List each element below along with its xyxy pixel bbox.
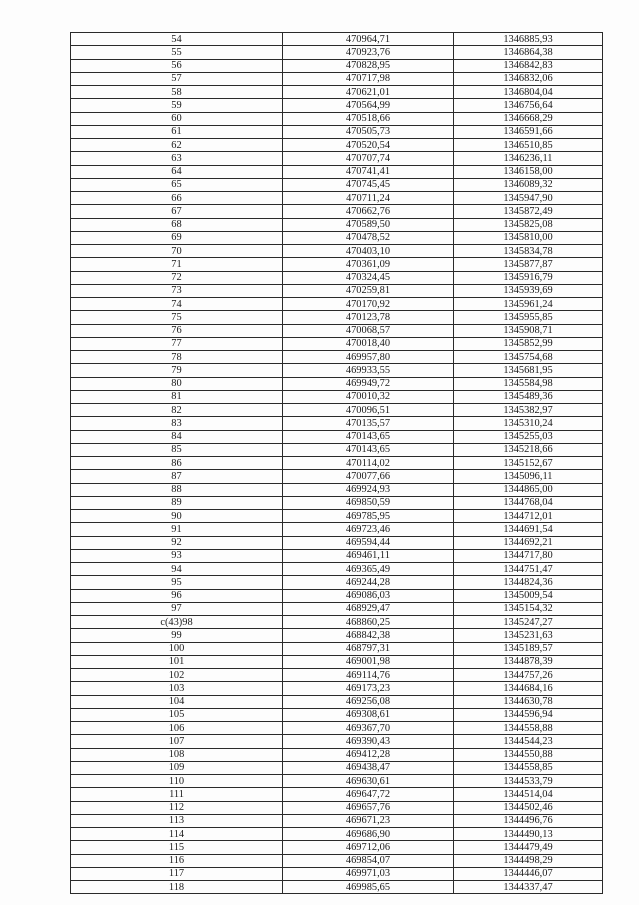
y-coordinate-cell: 1345231,63 xyxy=(454,629,603,642)
x-coordinate-cell: 469001,98 xyxy=(283,655,454,668)
table-row xyxy=(71,139,603,152)
table-row xyxy=(71,576,603,589)
x-coordinate-cell: 469412,28 xyxy=(283,748,454,761)
point-number-cell: 55 xyxy=(71,46,283,59)
x-coordinate-cell: 470741,41 xyxy=(283,165,454,178)
point-number-cell: 57 xyxy=(71,72,283,85)
point-number-cell: 74 xyxy=(71,298,283,311)
y-coordinate-cell: 1345382,97 xyxy=(454,404,603,417)
point-number-cell: 78 xyxy=(71,351,283,364)
table-row xyxy=(71,99,603,112)
y-coordinate-cell: 1344337,47 xyxy=(454,881,603,894)
x-coordinate-cell: 469367,70 xyxy=(283,722,454,735)
table-row xyxy=(71,404,603,417)
x-coordinate-cell: 470403,10 xyxy=(283,245,454,258)
table-row xyxy=(71,86,603,99)
x-coordinate-cell: 470564,99 xyxy=(283,99,454,112)
y-coordinate-cell: 1344712,01 xyxy=(454,510,603,523)
point-number-cell: 107 xyxy=(71,735,283,748)
y-coordinate-cell: 1344768,04 xyxy=(454,496,603,509)
y-coordinate-cell: 1344502,46 xyxy=(454,801,603,814)
y-coordinate-cell: 1346510,85 xyxy=(454,139,603,152)
table-row xyxy=(71,178,603,191)
table-row xyxy=(71,258,603,271)
point-number-cell: 99 xyxy=(71,629,283,642)
table-row xyxy=(71,669,603,682)
y-coordinate-cell: 1344824,36 xyxy=(454,576,603,589)
x-coordinate-cell: 469244,28 xyxy=(283,576,454,589)
y-coordinate-cell: 1344691,54 xyxy=(454,523,603,536)
point-number-cell: 88 xyxy=(71,483,283,496)
y-coordinate-cell: 1344717,80 xyxy=(454,549,603,562)
y-coordinate-cell: 1345961,24 xyxy=(454,298,603,311)
point-number-cell: 101 xyxy=(71,655,283,668)
y-coordinate-cell: 1346756,64 xyxy=(454,99,603,112)
point-number-cell: 69 xyxy=(71,231,283,244)
x-coordinate-cell: 470170,92 xyxy=(283,298,454,311)
table-row xyxy=(71,351,603,364)
x-coordinate-cell: 469647,72 xyxy=(283,788,454,801)
y-coordinate-cell: 1345189,57 xyxy=(454,642,603,655)
x-coordinate-cell: 469461,11 xyxy=(283,549,454,562)
point-number-cell: 81 xyxy=(71,390,283,403)
point-number-cell: 108 xyxy=(71,748,283,761)
x-coordinate-cell: 470096,51 xyxy=(283,404,454,417)
x-coordinate-cell: 469850,59 xyxy=(283,496,454,509)
x-coordinate-cell: 470077,66 xyxy=(283,470,454,483)
y-coordinate-cell: 1344692,21 xyxy=(454,536,603,549)
point-number-cell: 85 xyxy=(71,443,283,456)
point-number-cell: 89 xyxy=(71,496,283,509)
point-number-cell: 84 xyxy=(71,430,283,443)
y-coordinate-cell: 1345489,36 xyxy=(454,390,603,403)
table-row xyxy=(71,881,603,894)
table-row xyxy=(71,337,603,350)
point-number-cell: 103 xyxy=(71,682,283,695)
y-coordinate-cell: 1346864,38 xyxy=(454,46,603,59)
point-number-cell: 67 xyxy=(71,205,283,218)
table-row xyxy=(71,205,603,218)
table-row xyxy=(71,152,603,165)
point-number-cell: 94 xyxy=(71,563,283,576)
table-row xyxy=(71,761,603,774)
x-coordinate-cell: 469256,08 xyxy=(283,695,454,708)
x-coordinate-cell: 469438,47 xyxy=(283,761,454,774)
y-coordinate-cell: 1345872,49 xyxy=(454,205,603,218)
x-coordinate-cell: 470589,50 xyxy=(283,218,454,231)
table-row xyxy=(71,602,603,615)
x-coordinate-cell: 470361,09 xyxy=(283,258,454,271)
x-coordinate-cell: 470259,81 xyxy=(283,284,454,297)
x-coordinate-cell: 470518,66 xyxy=(283,112,454,125)
point-number-cell: 56 xyxy=(71,59,283,72)
y-coordinate-cell: 1345754,68 xyxy=(454,351,603,364)
point-number-cell: 109 xyxy=(71,761,283,774)
point-number-cell: 115 xyxy=(71,841,283,854)
point-number-cell: 65 xyxy=(71,178,283,191)
table-row xyxy=(71,470,603,483)
table-row xyxy=(71,231,603,244)
table-row xyxy=(71,496,603,509)
x-coordinate-cell: 470621,01 xyxy=(283,86,454,99)
y-coordinate-cell: 1344558,88 xyxy=(454,722,603,735)
y-coordinate-cell: 1346236,11 xyxy=(454,152,603,165)
x-coordinate-cell: 470135,57 xyxy=(283,417,454,430)
point-number-cell: 68 xyxy=(71,218,283,231)
point-number-cell: 66 xyxy=(71,192,283,205)
y-coordinate-cell: 1344446,07 xyxy=(454,867,603,880)
x-coordinate-cell: 470707,74 xyxy=(283,152,454,165)
y-coordinate-cell: 1345096,11 xyxy=(454,470,603,483)
x-coordinate-cell: 470964,71 xyxy=(283,33,454,46)
y-coordinate-cell: 1345852,99 xyxy=(454,337,603,350)
table-row xyxy=(71,165,603,178)
table-row xyxy=(71,682,603,695)
y-coordinate-cell: 1346885,93 xyxy=(454,33,603,46)
table-row xyxy=(71,112,603,125)
y-coordinate-cell: 1344865,00 xyxy=(454,483,603,496)
y-coordinate-cell: 1346804,04 xyxy=(454,86,603,99)
point-number-cell: 116 xyxy=(71,854,283,867)
x-coordinate-cell: 470711,24 xyxy=(283,192,454,205)
x-coordinate-cell: 470717,98 xyxy=(283,72,454,85)
point-number-cell: 62 xyxy=(71,139,283,152)
point-number-cell: 76 xyxy=(71,324,283,337)
x-coordinate-cell: 469173,23 xyxy=(283,682,454,695)
y-coordinate-cell: 1344479,49 xyxy=(454,841,603,854)
point-number-cell: 93 xyxy=(71,549,283,562)
y-coordinate-cell: 1344558,85 xyxy=(454,761,603,774)
y-coordinate-cell: 1346158,00 xyxy=(454,165,603,178)
table-row xyxy=(71,854,603,867)
table-row xyxy=(71,616,603,629)
point-number-cell: 64 xyxy=(71,165,283,178)
y-coordinate-cell: 1344757,26 xyxy=(454,669,603,682)
y-coordinate-cell: 1345218,66 xyxy=(454,443,603,456)
x-coordinate-cell: 470114,02 xyxy=(283,457,454,470)
table-row xyxy=(71,549,603,562)
table-row xyxy=(71,629,603,642)
table-row xyxy=(71,218,603,231)
x-coordinate-cell: 469594,44 xyxy=(283,536,454,549)
x-coordinate-cell: 469949,72 xyxy=(283,377,454,390)
point-number-cell: 82 xyxy=(71,404,283,417)
point-number-cell: 112 xyxy=(71,801,283,814)
point-number-cell: 104 xyxy=(71,695,283,708)
point-number-cell: 102 xyxy=(71,669,283,682)
table-row xyxy=(71,695,603,708)
point-number-cell: 106 xyxy=(71,722,283,735)
point-number-cell: 72 xyxy=(71,271,283,284)
point-number-cell: 113 xyxy=(71,814,283,827)
point-number-cell: 58 xyxy=(71,86,283,99)
table-row xyxy=(71,483,603,496)
y-coordinate-cell: 1345247,27 xyxy=(454,616,603,629)
coordinates-table-body xyxy=(71,33,603,894)
point-number-cell: 95 xyxy=(71,576,283,589)
point-number-cell: 117 xyxy=(71,867,283,880)
point-number-cell: 63 xyxy=(71,152,283,165)
point-number-cell: 61 xyxy=(71,125,283,138)
point-number-cell: 83 xyxy=(71,417,283,430)
table-row xyxy=(71,443,603,456)
table-row xyxy=(71,841,603,854)
y-coordinate-cell: 1344596,94 xyxy=(454,708,603,721)
table-row xyxy=(71,563,603,576)
y-coordinate-cell: 1344550,88 xyxy=(454,748,603,761)
table-row xyxy=(71,722,603,735)
x-coordinate-cell: 469686,90 xyxy=(283,828,454,841)
point-number-cell: 100 xyxy=(71,642,283,655)
point-number-cell: 79 xyxy=(71,364,283,377)
x-coordinate-cell: 469671,23 xyxy=(283,814,454,827)
x-coordinate-cell: 469985,65 xyxy=(283,881,454,894)
table-row xyxy=(71,311,603,324)
table-row xyxy=(71,72,603,85)
table-row xyxy=(71,814,603,827)
point-number-cell: 87 xyxy=(71,470,283,483)
point-number-cell: 60 xyxy=(71,112,283,125)
point-number-cell: 77 xyxy=(71,337,283,350)
x-coordinate-cell: 469957,80 xyxy=(283,351,454,364)
table-row xyxy=(71,364,603,377)
y-coordinate-cell: 1345154,32 xyxy=(454,602,603,615)
point-number-cell: 92 xyxy=(71,536,283,549)
y-coordinate-cell: 1344751,47 xyxy=(454,563,603,576)
point-number-cell: 110 xyxy=(71,775,283,788)
x-coordinate-cell: 469390,43 xyxy=(283,735,454,748)
y-coordinate-cell: 1345825,08 xyxy=(454,218,603,231)
table-row xyxy=(71,417,603,430)
point-number-cell: 114 xyxy=(71,828,283,841)
x-coordinate-cell: 469712,06 xyxy=(283,841,454,854)
x-coordinate-cell: 468929,47 xyxy=(283,602,454,615)
y-coordinate-cell: 1346668,29 xyxy=(454,112,603,125)
x-coordinate-cell: 470123,78 xyxy=(283,311,454,324)
x-coordinate-cell: 470923,76 xyxy=(283,46,454,59)
point-number-cell: 71 xyxy=(71,258,283,271)
x-coordinate-cell: 470143,65 xyxy=(283,443,454,456)
table-row xyxy=(71,775,603,788)
table-row xyxy=(71,589,603,602)
point-number-cell: 91 xyxy=(71,523,283,536)
y-coordinate-cell: 1344490,13 xyxy=(454,828,603,841)
y-coordinate-cell: 1346842,83 xyxy=(454,59,603,72)
x-coordinate-cell: 470828,95 xyxy=(283,59,454,72)
point-number-cell: 90 xyxy=(71,510,283,523)
x-coordinate-cell: 470324,45 xyxy=(283,271,454,284)
table-row xyxy=(71,788,603,801)
y-coordinate-cell: 1345908,71 xyxy=(454,324,603,337)
x-coordinate-cell: 470478,52 xyxy=(283,231,454,244)
y-coordinate-cell: 1345584,98 xyxy=(454,377,603,390)
y-coordinate-cell: 1344878,39 xyxy=(454,655,603,668)
x-coordinate-cell: 468860,25 xyxy=(283,616,454,629)
x-coordinate-cell: 469971,03 xyxy=(283,867,454,880)
x-coordinate-cell: 468797,31 xyxy=(283,642,454,655)
y-coordinate-cell: 1344514,04 xyxy=(454,788,603,801)
table-row xyxy=(71,801,603,814)
x-coordinate-cell: 469086,03 xyxy=(283,589,454,602)
table-row xyxy=(71,33,603,46)
table-row xyxy=(71,390,603,403)
point-number-cell: 96 xyxy=(71,589,283,602)
table-row xyxy=(71,867,603,880)
y-coordinate-cell: 1345152,67 xyxy=(454,457,603,470)
y-coordinate-cell: 1345955,85 xyxy=(454,311,603,324)
y-coordinate-cell: 1346089,32 xyxy=(454,178,603,191)
x-coordinate-cell: 469630,61 xyxy=(283,775,454,788)
x-coordinate-cell: 469924,93 xyxy=(283,483,454,496)
x-coordinate-cell: 469308,61 xyxy=(283,708,454,721)
table-row xyxy=(71,125,603,138)
x-coordinate-cell: 469933,55 xyxy=(283,364,454,377)
y-coordinate-cell: 1345947,90 xyxy=(454,192,603,205)
x-coordinate-cell: 470143,65 xyxy=(283,430,454,443)
x-coordinate-cell: 469657,76 xyxy=(283,801,454,814)
y-coordinate-cell: 1345810,00 xyxy=(454,231,603,244)
y-coordinate-cell: 1344533,79 xyxy=(454,775,603,788)
y-coordinate-cell: 1345939,69 xyxy=(454,284,603,297)
point-number-cell: с(43)98 xyxy=(71,616,283,629)
x-coordinate-cell: 468842,38 xyxy=(283,629,454,642)
x-coordinate-cell: 469854,07 xyxy=(283,854,454,867)
y-coordinate-cell: 1346832,06 xyxy=(454,72,603,85)
table-row xyxy=(71,457,603,470)
y-coordinate-cell: 1345834,78 xyxy=(454,245,603,258)
y-coordinate-cell: 1344684,16 xyxy=(454,682,603,695)
x-coordinate-cell: 470520,54 xyxy=(283,139,454,152)
y-coordinate-cell: 1344630,78 xyxy=(454,695,603,708)
y-coordinate-cell: 1345255,03 xyxy=(454,430,603,443)
table-row xyxy=(71,46,603,59)
x-coordinate-cell: 470662,76 xyxy=(283,205,454,218)
table-row xyxy=(71,245,603,258)
point-number-cell: 70 xyxy=(71,245,283,258)
point-number-cell: 54 xyxy=(71,33,283,46)
table-row xyxy=(71,655,603,668)
coordinates-table xyxy=(70,32,603,894)
x-coordinate-cell: 469365,49 xyxy=(283,563,454,576)
x-coordinate-cell: 469723,46 xyxy=(283,523,454,536)
x-coordinate-cell: 470010,32 xyxy=(283,390,454,403)
table-row xyxy=(71,192,603,205)
y-coordinate-cell: 1345681,95 xyxy=(454,364,603,377)
table-row xyxy=(71,430,603,443)
y-coordinate-cell: 1344496,76 xyxy=(454,814,603,827)
x-coordinate-cell: 469785,95 xyxy=(283,510,454,523)
point-number-cell: 97 xyxy=(71,602,283,615)
table-row xyxy=(71,536,603,549)
y-coordinate-cell: 1344544,23 xyxy=(454,735,603,748)
table-row xyxy=(71,828,603,841)
table-row xyxy=(71,59,603,72)
table-row xyxy=(71,298,603,311)
y-coordinate-cell: 1346591,66 xyxy=(454,125,603,138)
x-coordinate-cell: 469114,76 xyxy=(283,669,454,682)
table-row xyxy=(71,510,603,523)
x-coordinate-cell: 470068,57 xyxy=(283,324,454,337)
point-number-cell: 86 xyxy=(71,457,283,470)
point-number-cell: 105 xyxy=(71,708,283,721)
point-number-cell: 59 xyxy=(71,99,283,112)
table-row xyxy=(71,284,603,297)
table-row xyxy=(71,735,603,748)
x-coordinate-cell: 470018,40 xyxy=(283,337,454,350)
table-row xyxy=(71,324,603,337)
table-row xyxy=(71,377,603,390)
point-number-cell: 118 xyxy=(71,881,283,894)
point-number-cell: 80 xyxy=(71,377,283,390)
point-number-cell: 73 xyxy=(71,284,283,297)
y-coordinate-cell: 1345916,79 xyxy=(454,271,603,284)
y-coordinate-cell: 1345009,54 xyxy=(454,589,603,602)
table-row xyxy=(71,708,603,721)
point-number-cell: 111 xyxy=(71,788,283,801)
x-coordinate-cell: 470745,45 xyxy=(283,178,454,191)
y-coordinate-cell: 1345877,87 xyxy=(454,258,603,271)
y-coordinate-cell: 1344498,29 xyxy=(454,854,603,867)
table-row xyxy=(71,271,603,284)
table-row xyxy=(71,523,603,536)
y-coordinate-cell: 1345310,24 xyxy=(454,417,603,430)
point-number-cell: 75 xyxy=(71,311,283,324)
x-coordinate-cell: 470505,73 xyxy=(283,125,454,138)
table-row xyxy=(71,642,603,655)
table-row xyxy=(71,748,603,761)
